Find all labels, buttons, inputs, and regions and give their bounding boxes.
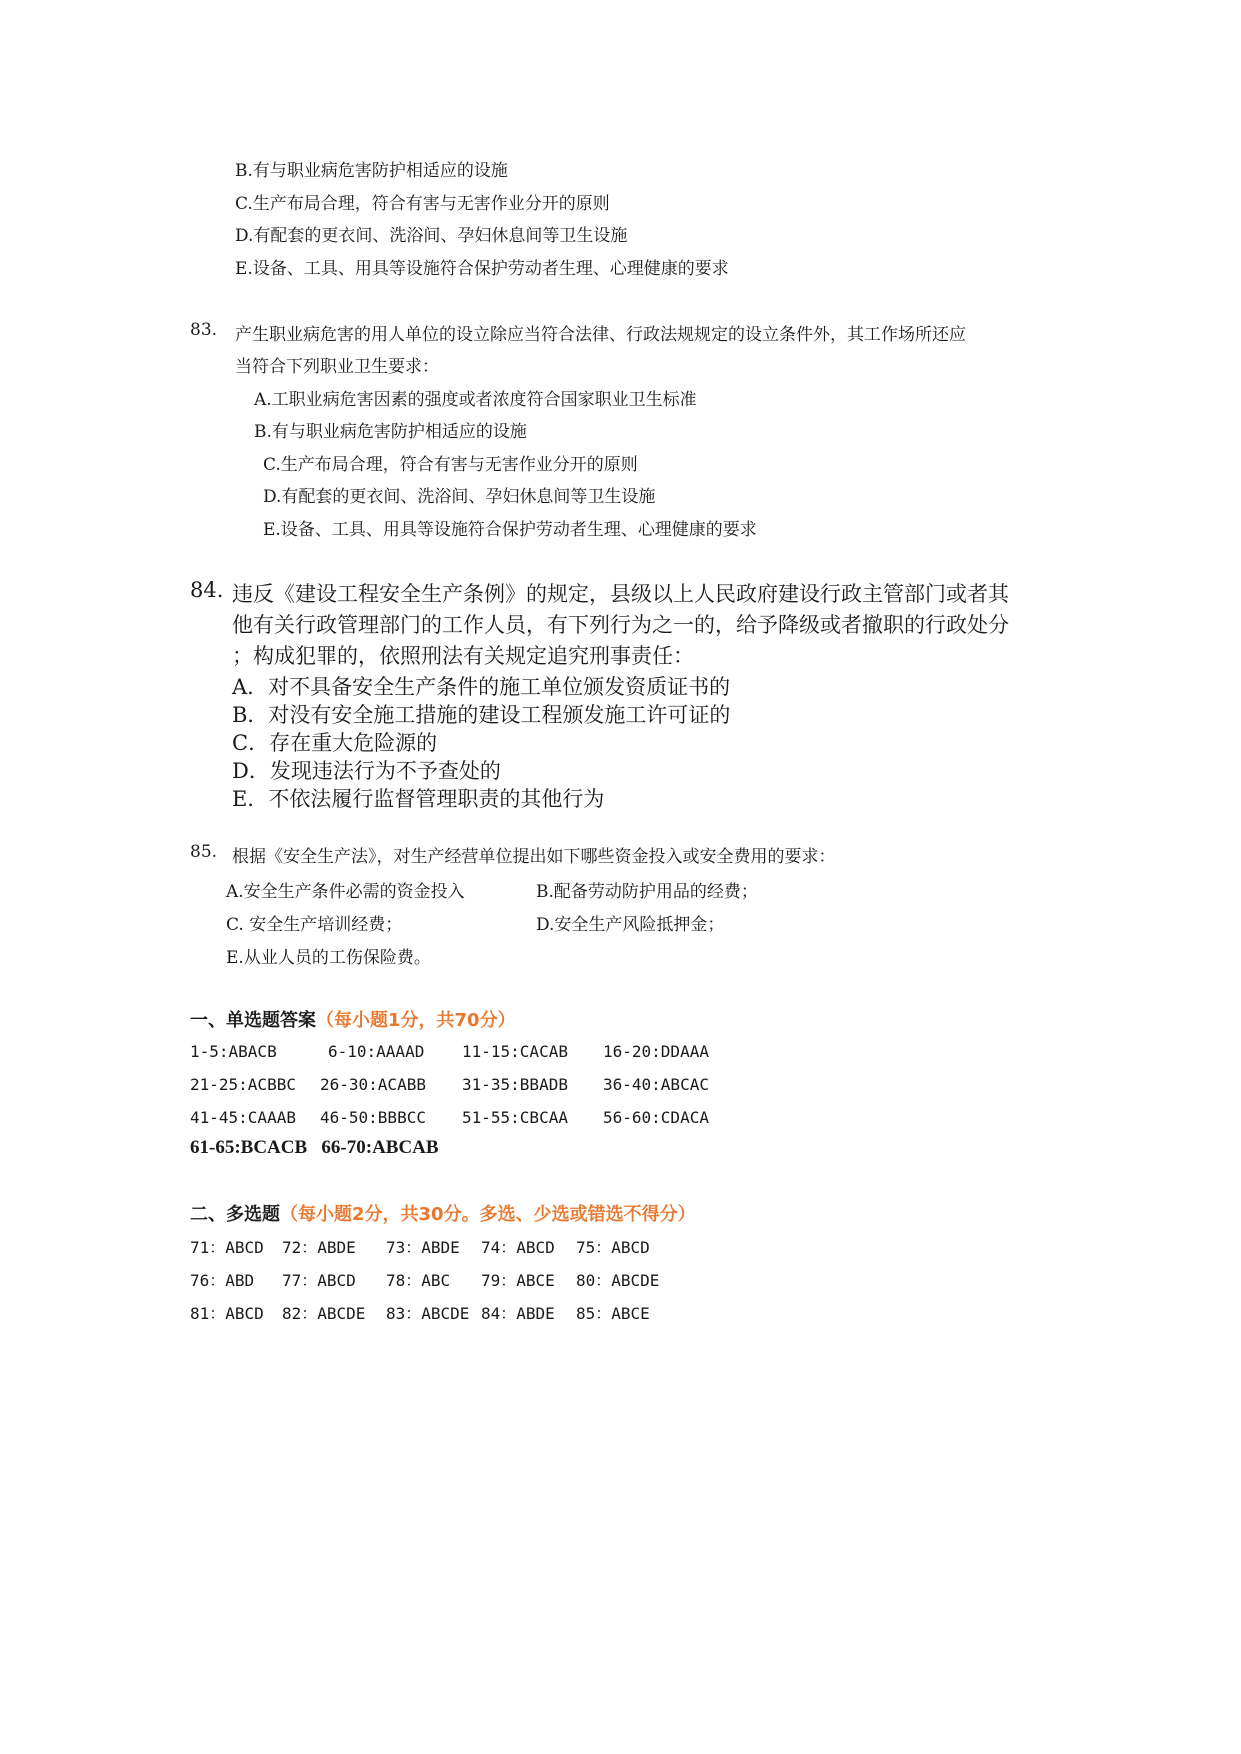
multi-answers-heading: [190, 1200, 696, 1226]
multi-answer-cell: 75：ABCD: [576, 1238, 650, 1257]
single-answer-cell: 6-10:AAAAD: [328, 1042, 425, 1061]
q83-stem-line1: 产生职业病危害的用人单位的设立除应当符合法律、行政法规规定的设立条件外，其工作场所还应: [235, 325, 966, 345]
q83-option-e: E.设备、工具、用具等设施符合保护劳动者生理、心理健康的要求: [263, 520, 757, 540]
q83-number: 83.: [190, 320, 218, 340]
q84-stem-line3: ；构成犯罪的，依照刑法有关规定追究刑事责任：: [232, 644, 694, 668]
single-answer-cell: 41-45:CAAAB: [190, 1108, 296, 1127]
prev-option-e: E.设备、工具、用具等设施符合保护劳动者生理、心理健康的要求: [235, 259, 729, 279]
multi-answer-cell: 84：ABDE: [481, 1304, 555, 1323]
multi-answer-cell: 80：ABCDE: [576, 1271, 660, 1290]
single-answer-cell: 31-35:BBADB: [462, 1075, 568, 1094]
multi-answer-cell: 83：ABCDE: [386, 1304, 470, 1323]
q83-option-b: B.有与职业病危害防护相适应的设施: [254, 422, 527, 442]
q84-stem-line1: 违反《建设工程安全生产条例》的规定，县级以上人民政府建设行政主管部门或者其: [232, 582, 1009, 606]
multi-answer-cell: 72：ABDE: [282, 1238, 356, 1257]
q85-option-b: B.配备劳动防护用品的经费；: [536, 882, 758, 902]
single-answer-cell: 11-15:CACAB: [462, 1042, 568, 1061]
single-answer-cell: 46-50:BBBCC: [320, 1108, 426, 1127]
multi-answers-note: （每小题2分，共30分。多选、少选或错选不得分）: [280, 1204, 696, 1225]
multi-answer-cell: 76：ABD: [190, 1271, 255, 1290]
single-answers-note: （每小题1分，共70分）: [316, 1010, 516, 1031]
q83-option-a: A.工职业病危害因素的强度或者浓度符合国家职业卫生标准: [254, 390, 697, 410]
q84-option-c: C．存在重大危险源的: [232, 731, 438, 755]
q85-option-d: D.安全生产风险抵押金；: [536, 915, 725, 935]
single-answer-cell: 51-55:CBCAA: [462, 1108, 568, 1127]
prev-option-d: D.有配套的更衣间、洗浴间、孕妇休息间等卫生设施: [235, 226, 628, 246]
single-answers-heading: [190, 1006, 516, 1032]
q85-option-c: C. 安全生产培训经费；: [226, 915, 403, 935]
q85-number: 85.: [190, 842, 218, 862]
multi-answer-cell: 74：ABCD: [481, 1238, 555, 1257]
single-answer-cell: 16-20:DDAAA: [603, 1042, 709, 1061]
multi-answer-cell: 71：ABCD: [190, 1238, 264, 1257]
q84-option-e: E．不依法履行监督管理职责的其他行为: [232, 787, 605, 811]
prev-option-b: B.有与职业病危害防护相适应的设施: [235, 161, 508, 181]
q85-option-a: A.安全生产条件必需的资金投入: [226, 882, 465, 902]
q84-number: 84.: [190, 578, 224, 602]
multi-answer-cell: 73：ABDE: [386, 1238, 460, 1257]
single-answer-last-row: 61-65:BCACB 66-70:ABCAB: [190, 1137, 439, 1158]
multi-answer-cell: 82：ABCDE: [282, 1304, 366, 1323]
single-answer-cell: 26-30:ACABB: [320, 1075, 426, 1094]
q83-stem-line2: 当符合下列职业卫生要求：: [235, 357, 439, 377]
q85-stem: 根据《安全生产法》，对生产经营单位提出如下哪些资金投入或安全费用的要求：: [232, 847, 836, 867]
q84-stem-line2: 他有关行政管理部门的工作人员，有下列行为之一的，给予降级或者撤职的行政处分: [232, 613, 1009, 637]
single-answer-cell: 36-40:ABCAC: [603, 1075, 709, 1094]
multi-answer-cell: 78：ABC: [386, 1271, 451, 1290]
single-answer-cell: 1-5:ABACB: [190, 1042, 277, 1061]
prev-option-c: C.生产布局合理，符合有害与无害作业分开的原则: [235, 194, 610, 214]
multi-answer-cell: 77：ABCD: [282, 1271, 356, 1290]
single-answers-title: 一、单选题答案: [190, 1010, 316, 1031]
multi-answer-cell: 85：ABCE: [576, 1304, 650, 1323]
single-answer-cell: 21-25:ACBBC: [190, 1075, 296, 1094]
q84-option-a: A．对不具备安全生产条件的施工单位颁发资质证书的: [232, 675, 731, 699]
q84-option-b: B．对没有安全施工措施的建设工程颁发施工许可证的: [232, 703, 731, 727]
multi-answers-title: 二、多选题: [190, 1204, 280, 1225]
q83-option-c: C.生产布局合理，符合有害与无害作业分开的原则: [263, 455, 638, 475]
q84-option-d: D．发现违法行为不予查处的: [232, 759, 501, 783]
multi-answer-cell: 79：ABCE: [481, 1271, 555, 1290]
multi-answer-cell: 81：ABCD: [190, 1304, 264, 1323]
single-answer-cell: 56-60:CDACA: [603, 1108, 709, 1127]
q83-option-d: D.有配套的更衣间、洗浴间、孕妇休息间等卫生设施: [263, 487, 656, 507]
q85-option-e: E.从业人员的工伤保险费。: [226, 948, 431, 968]
